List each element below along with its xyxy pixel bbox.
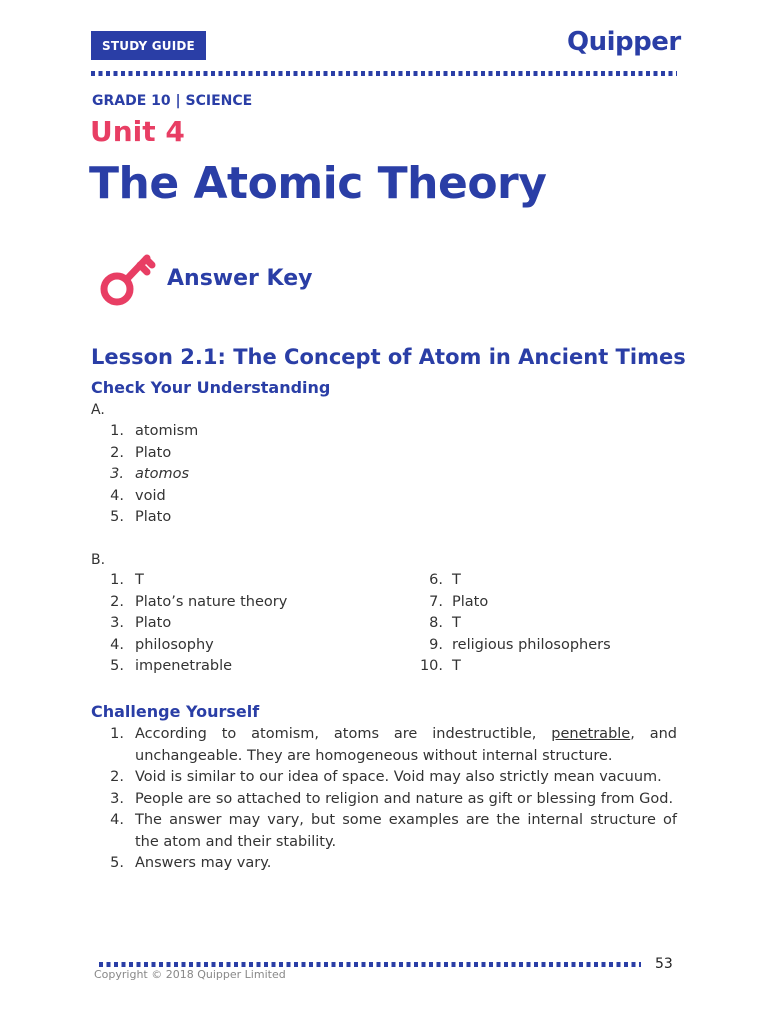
page-number: 53: [655, 956, 673, 972]
header-divider: [91, 71, 677, 76]
answer-key-heading: Answer Key: [167, 266, 313, 291]
list-item: 3. People are so attached to religion and nature as gift or blessing from God.: [110, 790, 674, 807]
part-b-label: B.: [91, 552, 106, 568]
list-item: 3. Plato: [110, 615, 172, 631]
list-item: 3. atomos: [110, 466, 189, 482]
lesson-title: Lesson 2.1: The Concept of Atom in Ancient Times: [91, 345, 686, 369]
list-item: 5. Plato: [110, 509, 172, 525]
unit-label: Unit 4: [90, 115, 185, 148]
list-item: 8. T: [429, 615, 461, 631]
list-item: 4. The answer may vary, but some examples are the internal structure of the atom and their stability.: [110, 812, 677, 850]
part-b-right-list: [400, 570, 611, 678]
part-a-label: A.: [91, 402, 105, 418]
list-item: 1. atomism: [110, 423, 199, 439]
list-item: 4. void: [110, 487, 166, 504]
list-item: 2. Plato’s nature theory: [110, 593, 288, 610]
list-item: 1. According to atomism, atoms are indestructible, penetrable, and unchangeable. They are homogeneous without internal structure.: [110, 726, 677, 764]
list-item: 1. T: [110, 572, 144, 588]
footer-divider: [99, 962, 641, 967]
grade-subject: GRADE 10 | SCIENCE: [92, 93, 253, 109]
list-item: 5. impenetrable: [110, 658, 233, 674]
list-item: 10. T: [419, 658, 461, 674]
part-a-list: [101, 421, 198, 529]
list-item: 5. Answers may vary.: [110, 855, 272, 871]
quipper-logo: Quipper: [567, 27, 681, 57]
list-item: 9. religious philosophers: [429, 636, 611, 653]
key-icon: [97, 248, 157, 314]
check-understanding-heading: Check Your Understanding: [91, 378, 331, 397]
part-b-left-list: [101, 570, 287, 678]
list-item: 4. philosophy: [110, 636, 214, 653]
challenge-heading: Challenge Yourself: [91, 702, 260, 721]
page-title: The Atomic Theory: [89, 158, 547, 209]
list-item: 6. T: [429, 572, 461, 588]
challenge-list: [91, 724, 677, 875]
copyright: Copyright © 2018 Quipper Limited: [94, 968, 286, 981]
list-item: 2. Void is similar to our idea of space. Void may also strictly mean vacuum.: [110, 769, 662, 785]
underlined-term: penetrable: [551, 726, 631, 742]
study-guide-badge: STUDY GUIDE: [91, 31, 206, 60]
list-item: 7. Plato: [429, 593, 489, 610]
list-item: 2. Plato: [110, 444, 172, 461]
